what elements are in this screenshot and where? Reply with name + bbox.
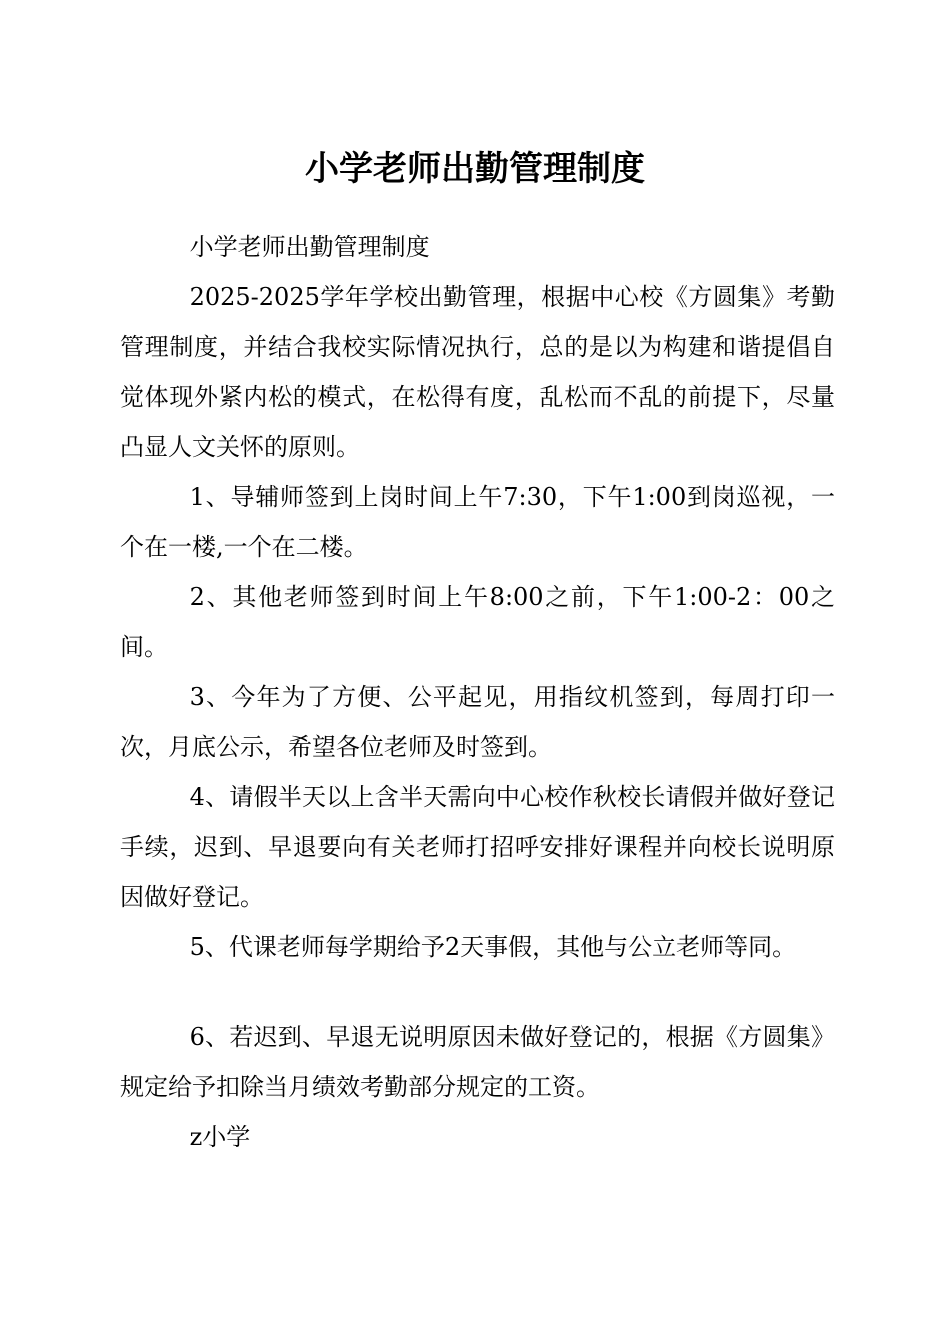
- document-body: [120, 222, 835, 1162]
- rule-3-paragraph: 3、今年为了方便、公平起见，用指纹机签到，每周打印一次，月底公示，希望各位老师及时签到。: [120, 683, 835, 761]
- rule-4-paragraph: 4、请假半天以上含半天需向中心校作秋校长请假并做好登记手续，迟到、早退要向有关老师打招呼安排好课程并向校长说明原因做好登记。: [120, 783, 835, 911]
- rule-6-paragraph: 6、若迟到、早退无说明原因未做好登记的，根据《方圆集》规定给予扣除当月绩效考勤部分规定的工资。: [120, 1023, 835, 1101]
- subtitle-paragraph: 小学老师出勤管理制度: [189, 233, 430, 261]
- document-title: 小学老师出勤管理制度: [305, 149, 645, 189]
- rule-2-paragraph: 2、其他老师签到时间上午8:00之前，下午1:00-2：00之间。: [120, 583, 835, 661]
- signature-paragraph: z小学: [189, 1123, 251, 1151]
- intro-paragraph: 2025-2025学年学校出勤管理，根据中心校《方圆集》考勤管理制度，并结合我校实际情况执行，总的是以为构建和谐提倡自觉体现外紧内松的模式，在松得有度，乱松而不乱的前提下，尽量凸显人文关怀的原则。: [120, 283, 835, 461]
- rule-5-paragraph: 5、代课老师每学期给予2天事假，其他与公立老师等同。: [189, 933, 797, 961]
- paragraph-spacer: [120, 972, 835, 1012]
- rule-1-paragraph: 1、导辅师签到上岗时间上午7:30，下午1:00到岗巡视，一个在一楼,一个在二楼。: [120, 483, 835, 561]
